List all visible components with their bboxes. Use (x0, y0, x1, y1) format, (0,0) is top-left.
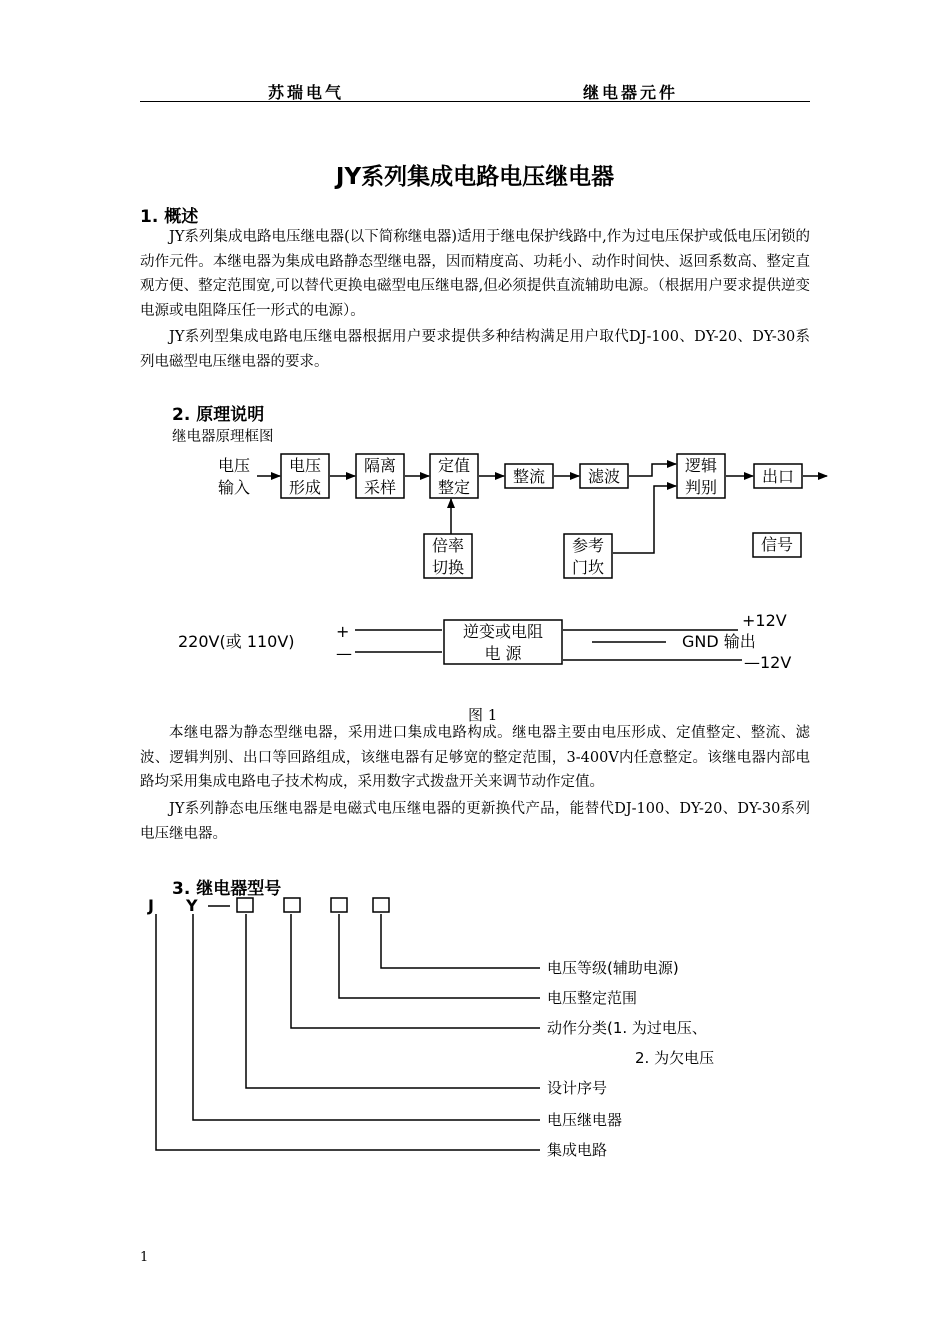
header-right: 继电器元件 (583, 83, 679, 102)
header-left: 苏瑞电气 (268, 83, 345, 102)
label-b5: 滤波 (587, 467, 621, 486)
label-input-2: 输入 (217, 478, 251, 497)
code-box-1 (237, 898, 253, 912)
label-b3b: 整定 (437, 478, 471, 497)
label-input-1: 电压 (217, 456, 251, 475)
label-ps-b: 电 源 (484, 644, 522, 663)
label-b1a: 电压 (288, 456, 322, 475)
label-b9a: 参考 (571, 536, 605, 555)
label-out-p12: +12V (742, 611, 787, 630)
figure-caption: 图 1 (468, 706, 498, 724)
section-2-paragraph-2: JY系列静态电压继电器是电磁式电压继电器的更新换代产品，能替代DJ-100、DY-20、DY-30系列电压继电器。 (140, 801, 810, 842)
code-prefix-j: J (148, 896, 154, 915)
model-label-6: 集成电路 (547, 1141, 608, 1159)
section-1-heading: 1. 概述 (140, 207, 199, 227)
code-box-2 (284, 898, 300, 912)
label-b1b: 形成 (288, 478, 322, 497)
label-ps-input: 220V(或 110V) (178, 632, 295, 651)
label-b7: 出口 (761, 467, 795, 486)
code-box-4 (373, 898, 389, 912)
code-prefix-y: Y (186, 896, 198, 915)
label-ps-a: 逆变或电阻 (462, 622, 544, 641)
label-b4: 整流 (512, 467, 546, 486)
label-b3a: 定值 (437, 456, 471, 475)
label-b6a: 逻辑 (684, 456, 718, 475)
model-label-2: 电压整定范围 (547, 989, 638, 1007)
label-b8a: 倍率 (431, 536, 465, 555)
model-label-3: 动作分类(1. 为过电压、 (547, 1019, 707, 1037)
label-out-gnd: GND 输出 (682, 632, 756, 651)
label-ps-plus: + (336, 622, 350, 641)
label-b2b: 采样 (363, 478, 397, 497)
page-number: 1 (140, 1250, 149, 1265)
section-3-heading: 3. 继电器型号 (172, 879, 282, 899)
model-label-5: 电压继电器 (547, 1111, 623, 1129)
label-out-m12: —12V (744, 653, 792, 672)
label-b9b: 门坎 (571, 558, 605, 577)
section-1-paragraph-1: JY系列集成电路电压继电器(以下简称继电器)适用于继电保护线路中,作为过电压保护或低电压闭锁的动作元件。本继电器为集成电路静态型继电器，因而精度高、功耗小、动作时间快、返回系数高、整定直观方便、整定范围宽,可以替代更换电磁型电压继电器,但必须提供直流辅助电源。（根据用户要求提供逆变电源或电阻降压任一形式的电源）。 (140, 229, 810, 319)
diagram-subheading: 继电器原理框图 (172, 429, 274, 445)
label-b2a: 隔离 (363, 456, 397, 475)
code-box-3 (331, 898, 347, 912)
section-1-paragraph-2: JY系列型集成电路电压继电器根据用户要求提供多种结构满足用户取代DJ-100、DY-20、DY-30系列电磁型电压继电器的要求。 (140, 329, 810, 370)
label-b10: 信号 (760, 535, 794, 554)
section-2-paragraph-1: 本继电器为静态型继电器，采用进口集成电路构成。继电器主要由电压形成、定值整定、整流、滤波、逻辑判别、出口等回路组成，该继电器有足够宽的整定范围，3-400V内任意整定。该继电器内部电路均采用集成电路电子技术构成，采用数字式拨盘开关来调节动作定值。 (140, 725, 810, 790)
section-2-heading: 2. 原理说明 (172, 405, 265, 425)
model-label-3b: 2. 为欠电压 (635, 1049, 715, 1067)
label-b8b: 切换 (431, 558, 465, 577)
page-title: JY系列集成电路电压继电器 (335, 164, 615, 190)
model-label-1: 电压等级(辅助电源) (547, 959, 679, 977)
model-label-4: 设计序号 (547, 1079, 608, 1097)
label-ps-minus: — (336, 644, 352, 663)
label-b6b: 判别 (684, 478, 718, 497)
